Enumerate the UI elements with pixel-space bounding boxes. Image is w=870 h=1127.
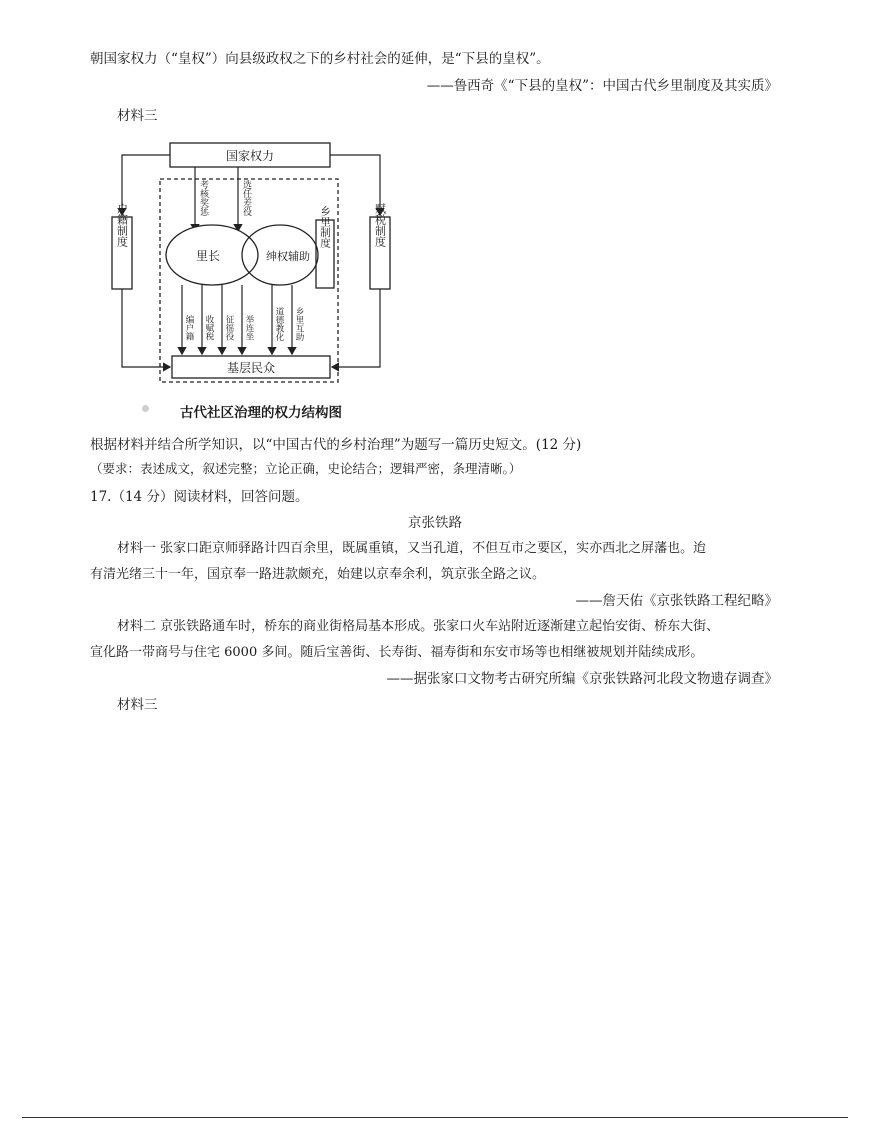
arrow-bottom-3-label: 征徭役 — [224, 315, 234, 341]
arrow-bottom-2-label: 收赋税 — [204, 315, 214, 341]
material1-line2: 有清光绪三十一年，国京奉一路进款颇充，始建以京奉余利，筑京张全路之议。 — [90, 567, 546, 582]
material3-label: 材料三 — [117, 697, 158, 713]
right-box-label: 赋税制度 — [373, 203, 387, 247]
material1-line1: 材料一 张家口距京师驿路计四百余里，既属重镇，又当孔道，不但互市之要区，实亦西北之屏藩也。迨 — [117, 541, 707, 556]
left-box-label: 户籍制度 — [115, 203, 129, 247]
arrow-down-2-label: 选任差役 — [241, 180, 251, 216]
arrow-left-down — [122, 155, 170, 215]
circle-left-label: 里长 — [195, 249, 221, 263]
inner-right-box-label: 乡里制度 — [319, 206, 331, 248]
arrow-bottom-4-label: 举连坐 — [244, 315, 254, 341]
question-prompt: 根据材料并结合所学知识，以“中国古代的乡村治理”为题写一篇历史短文。(12 分) — [90, 437, 582, 453]
arrow-bottom-5-label: 道德教化 — [274, 307, 284, 341]
section-title: 京张铁路 — [408, 515, 462, 531]
arrow-down-1-label: 考核奖惩 — [198, 180, 208, 216]
top-box — [170, 143, 330, 167]
power-structure-diagram — [100, 135, 400, 390]
scan-mark — [142, 405, 149, 412]
material2-line1: 材料二 京张铁路通车时，桥东的商业街格局基本形成。张家口火车站附近逐渐建立起怡安街、桥东大街、 — [117, 619, 720, 634]
page-bottom-rule — [22, 1117, 848, 1118]
material2-line2: 宣化路一带商号与住宅 6000 多间。随后宝善街、长寿街、福寿街和东安市场等也相继被规划并陆续成形。 — [90, 645, 704, 660]
top-box-label: 国家权力 — [225, 149, 275, 163]
material-label: 材料三 — [117, 108, 158, 124]
text-line: 朝国家权力（“皇权”）向县级政权之下的乡村社会的延伸，是“下县的皇权”。 — [90, 51, 550, 67]
inner-right-box — [316, 205, 334, 288]
circle-right-label: 绅权辅助 — [266, 250, 310, 263]
arrow-right-bottom — [332, 289, 380, 367]
bottom-box-label: 基层民众 — [226, 361, 276, 375]
citation: ——鲁西奇《“下县的皇权”：中国古代乡里制度及其实质》 — [426, 78, 778, 94]
material2-citation: ——据张家口文物考古研究所编《京张铁路河北段文物遗存调查》 — [386, 671, 778, 687]
question-header: 17.（14 分）阅读材料，回答问题。 — [90, 489, 309, 505]
arrow-bottom-1-label: 编户籍 — [184, 315, 194, 341]
arrow-bottom-6-label: 乡里互助 — [294, 307, 304, 341]
arrow-left-bottom — [122, 289, 170, 367]
bottom-box — [172, 356, 330, 378]
diagram-caption: 古代社区治理的权力结构图 — [180, 405, 342, 421]
question-requirements: （要求：表述成文，叙述完整；立论正确，史论结合；逻辑严密，条理清晰。） — [90, 461, 522, 476]
material1-citation: ——詹天佑《京张铁路工程纪略》 — [575, 593, 778, 609]
